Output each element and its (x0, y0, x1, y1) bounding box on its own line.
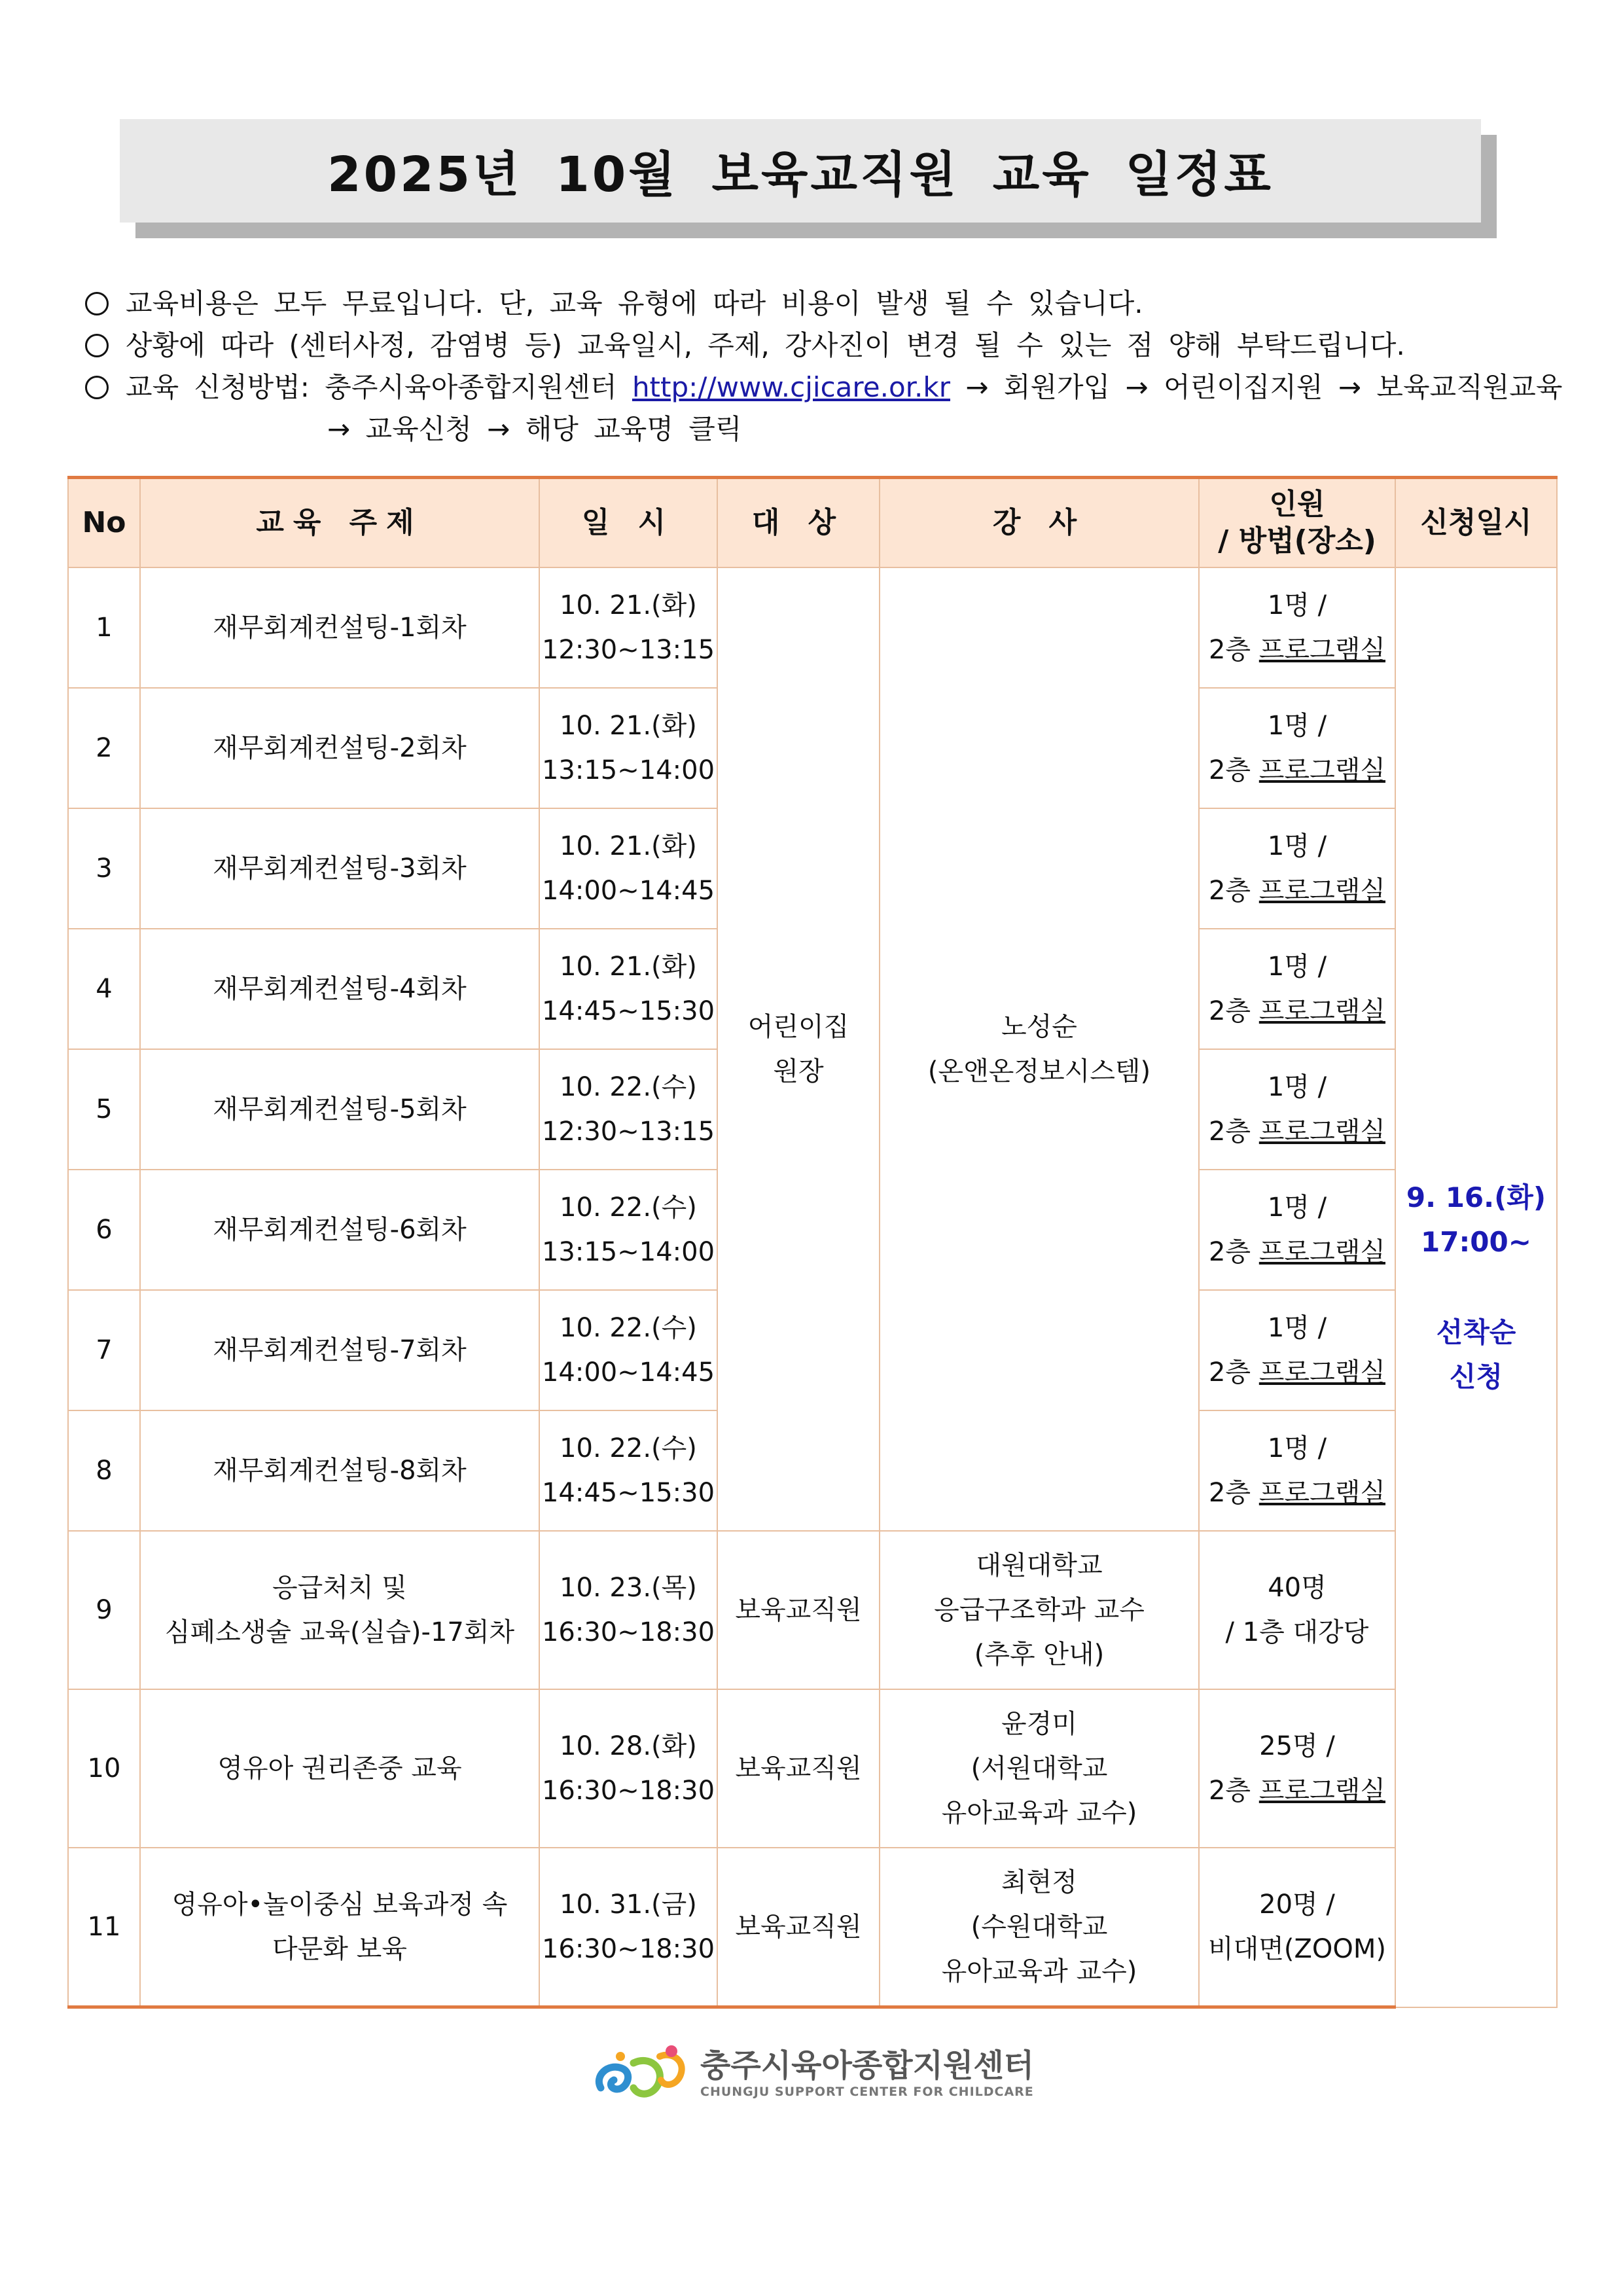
bullet-circle-icon (85, 292, 109, 315)
cell-no: 4 (68, 929, 140, 1049)
cell-topic: 영유아•놀이중심 보육과정 속 다문화 보육 (140, 1848, 539, 2007)
header-instructor: 강 사 (880, 478, 1199, 568)
cell-datetime: 10. 23.(목) 16:30~18:30 (539, 1531, 717, 1689)
header-datetime: 일 시 (539, 478, 717, 568)
cell-no: 6 (68, 1170, 140, 1290)
cell-capacity: 1명 / 2층 프로그램실 (1199, 1410, 1395, 1531)
cell-capacity: 1명 / 2층 프로그램실 (1199, 1049, 1395, 1170)
cell-no: 7 (68, 1290, 140, 1410)
table-row (68, 1531, 1557, 1689)
cell-datetime: 10. 28.(화) 16:30~18:30 (539, 1689, 717, 1848)
cell-datetime: 10. 21.(화) 13:15~14:00 (539, 688, 717, 808)
cell-topic: 재무회계컨설팅-3회차 (140, 808, 539, 929)
note-apply-method: 교육 신청방법: 충주시육아종합지원센터 http://www.cjicare.or.kr → 회원가입 → 어린이집지원 → 보육교직원교육 (85, 367, 1590, 408)
bullet-circle-icon (85, 376, 109, 399)
header-apply-date: 신청일시 (1395, 478, 1557, 568)
cell-target: 보육교직원 (717, 1848, 880, 2007)
cell-topic: 재무회계컨설팅-8회차 (140, 1410, 539, 1531)
cell-no: 11 (68, 1848, 140, 2007)
cell-datetime: 10. 22.(수) 12:30~13:15 (539, 1049, 717, 1170)
cell-topic: 재무회계컨설팅-6회차 (140, 1170, 539, 1290)
header-topic: 교육 주제 (140, 478, 539, 568)
cell-instructor: 최현정 (수원대학교 유아교육과 교수) (880, 1848, 1199, 2007)
cell-topic: 응급처치 및 심폐소생술 교육(실습)-17회차 (140, 1531, 539, 1689)
cell-topic: 재무회계컨설팅-4회차 (140, 929, 539, 1049)
table-row (68, 567, 1557, 688)
note-apply-continuation: → 교육신청 → 해당 교육명 클릭 (327, 413, 742, 445)
childcare-center-logo-icon (588, 2037, 692, 2109)
cell-capacity: 1명 / 2층 프로그램실 (1199, 929, 1395, 1049)
cell-capacity: 1명 / 2층 프로그램실 (1199, 1290, 1395, 1410)
cell-capacity: 1명 / 2층 프로그램실 (1199, 1170, 1395, 1290)
bullet-circle-icon (85, 334, 109, 357)
header-capacity: 인원 / 방법(장소) (1199, 478, 1395, 568)
title-banner (120, 119, 1481, 223)
cell-capacity: 40명 / 1층 대강당 (1199, 1531, 1395, 1689)
notes (85, 283, 1590, 450)
cell-target-merged: 어린이집 원장 (717, 567, 880, 1531)
table-row (68, 1848, 1557, 2007)
cell-no: 3 (68, 808, 140, 929)
cell-no: 8 (68, 1410, 140, 1531)
footer-org-name-en: CHUNGJU SUPPORT CENTER FOR CHILDCARE (700, 2085, 1034, 2099)
cell-no: 5 (68, 1049, 140, 1170)
cell-no: 9 (68, 1531, 140, 1689)
header-no: No (68, 478, 140, 568)
cell-datetime: 10. 22.(수) 14:00~14:45 (539, 1290, 717, 1410)
table-header-row (68, 478, 1557, 568)
cell-topic: 재무회계컨설팅-7회차 (140, 1290, 539, 1410)
cell-datetime: 10. 22.(수) 13:15~14:00 (539, 1170, 717, 1290)
table-row (68, 1689, 1557, 1848)
cell-datetime: 10. 31.(금) 16:30~18:30 (539, 1848, 717, 2007)
cell-datetime: 10. 21.(화) 12:30~13:15 (539, 567, 717, 688)
cell-capacity: 25명 / 2층 프로그램실 (1199, 1689, 1395, 1848)
cell-topic: 재무회계컨설팅-1회차 (140, 567, 539, 688)
page-title: 2025년 10월 보육교직원 교육 일정표 (327, 147, 1274, 203)
cell-capacity: 1명 / 2층 프로그램실 (1199, 688, 1395, 808)
cell-no: 2 (68, 688, 140, 808)
schedule-table (67, 476, 1558, 2009)
note-fee: 교육비용은 모두 무료입니다. 단, 교육 유형에 따라 비용이 발생 될 수 있습니다. (85, 283, 1590, 325)
cell-capacity: 20명 / 비대면(ZOOM) (1199, 1848, 1395, 2007)
footer-org-name: 충주시육아종합지원센터 (700, 2047, 1035, 2084)
cell-capacity: 1명 / 2층 프로그램실 (1199, 567, 1395, 688)
cell-no: 10 (68, 1689, 140, 1848)
cell-datetime: 10. 22.(수) 14:45~15:30 (539, 1410, 717, 1531)
cell-no: 1 (68, 567, 140, 688)
center-website-link[interactable]: http://www.cjicare.or.kr (632, 371, 950, 403)
cell-apply-window: 9. 16.(화) 17:00~ 선착순 신청 (1395, 567, 1557, 2007)
cell-topic: 재무회계컨설팅-2회차 (140, 688, 539, 808)
cell-topic: 재무회계컨설팅-5회차 (140, 1049, 539, 1170)
cell-instructor: 대원대학교 응급구조학과 교수 (추후 안내) (880, 1531, 1199, 1689)
cell-target: 보육교직원 (717, 1689, 880, 1848)
header-target: 대 상 (717, 478, 880, 568)
cell-datetime: 10. 21.(화) 14:00~14:45 (539, 808, 717, 929)
note-change: 상황에 따라 (센터사정, 감염병 등) 교육일시, 주제, 강사진이 변경 될 수 있는 점 양해 부탁드립니다. (85, 325, 1590, 367)
cell-instructor: 윤경미 (서원대학교 유아교육과 교수) (880, 1689, 1199, 1848)
cell-target: 보육교직원 (717, 1531, 880, 1689)
cell-datetime: 10. 21.(화) 14:45~15:30 (539, 929, 717, 1049)
cell-capacity: 1명 / 2층 프로그램실 (1199, 808, 1395, 929)
cell-topic: 영유아 권리존중 교육 (140, 1689, 539, 1848)
cell-instructor-merged: 노성순 (온앤온정보시스템) (880, 567, 1199, 1531)
footer-logo (588, 2037, 1034, 2109)
